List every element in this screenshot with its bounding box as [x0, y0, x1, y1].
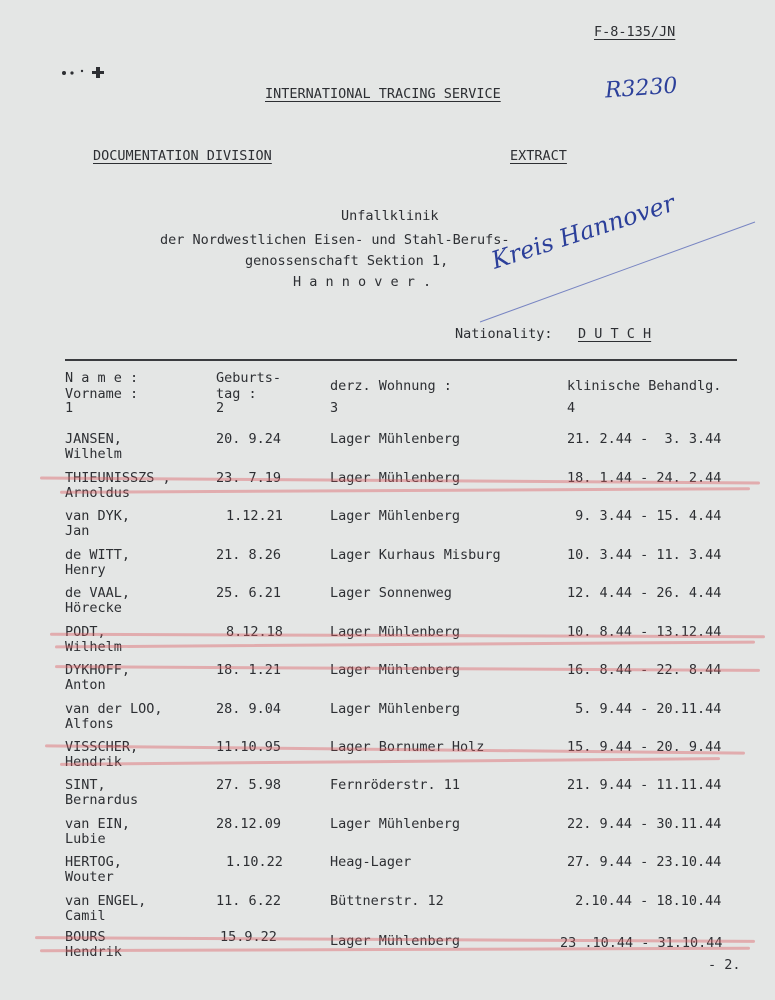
row-birthdate: 18. 1.21	[216, 662, 282, 678]
row-treatment: 10. 8.44 - 13.12.44	[567, 624, 722, 640]
row-firstname: Arnoldus	[65, 485, 131, 501]
row-surname: VISSCHER,	[65, 739, 139, 755]
row-birthdate: 28.12.09	[216, 816, 282, 832]
row-address: Lager Mühlenberg	[330, 701, 461, 717]
col-name-header-1: N a m e :	[65, 370, 139, 386]
row-birthdate: 20. 9.24	[216, 431, 282, 447]
institution-line-3: genossenschaft Sektion 1,	[245, 253, 449, 269]
table-row	[0, 508, 775, 544]
row-birthdate: 28. 9.04	[216, 701, 282, 717]
institution-line-1: Unfallklinik	[341, 208, 439, 224]
document-type: EXTRACT	[510, 148, 567, 164]
row-address: Lager Kurhaus Misburg	[330, 547, 501, 563]
col-address-number: 3	[330, 400, 339, 416]
row-treatment: 15. 9.44 - 20. 9.44	[567, 739, 722, 755]
division-label: DOCUMENTATION DIVISION	[93, 148, 272, 164]
row-address: Lager Mühlenberg	[330, 431, 461, 447]
row-treatment: 18. 1.44 - 24. 2.44	[567, 470, 722, 486]
row-treatment: 22. 9.44 - 30.11.44	[567, 816, 722, 832]
col-treatment-header: klinische Behandlg.	[567, 378, 722, 394]
table-row	[0, 854, 775, 890]
row-firstname: Bernardus	[65, 792, 139, 808]
col-address-header: derz. Wohnung :	[330, 378, 452, 394]
page-marker: - 2.	[708, 957, 741, 973]
row-surname: DYKHOFF,	[65, 662, 131, 678]
row-firstname: Lubie	[65, 831, 106, 847]
table-row	[0, 585, 775, 621]
row-treatment: 21. 9.44 - 11.11.44	[567, 777, 722, 793]
row-address: Heag-Lager	[330, 854, 412, 870]
row-firstname: Anton	[65, 677, 106, 693]
institution-line-4: H a n n o v e r .	[293, 274, 432, 290]
row-address: Lager Bornumer Holz	[330, 739, 485, 755]
reference-number: F-8-135/JN	[594, 24, 676, 40]
row-firstname: Jan	[65, 523, 90, 539]
ink-mark	[60, 64, 108, 78]
row-firstname: Camil	[65, 908, 106, 924]
row-firstname: Alfons	[65, 716, 114, 732]
row-birthdate: 8.12.18	[226, 624, 283, 640]
row-surname: de VAAL,	[65, 585, 131, 601]
row-birthdate: 27. 5.98	[216, 777, 282, 793]
row-surname: SINT,	[65, 777, 106, 793]
handwritten-reference: R3230	[604, 73, 679, 104]
row-address: Lager Mühlenberg	[330, 470, 461, 486]
row-address: Lager Mühlenberg	[330, 816, 461, 832]
row-treatment: 21. 2.44 - 3. 3.44	[567, 431, 722, 447]
row-firstname: Wilhelm	[65, 639, 122, 655]
row-surname: de WITT,	[65, 547, 131, 563]
row-firstname: Wilhelm	[65, 446, 122, 462]
row-treatment: 23 .10.44 - 31.10.44	[560, 935, 723, 951]
row-birthdate: 11.10.95	[216, 739, 282, 755]
row-treatment: 5. 9.44 - 20.11.44	[567, 701, 722, 717]
table-row	[0, 431, 775, 467]
row-surname: HERTOG,	[65, 854, 122, 870]
row-firstname: Hörecke	[65, 600, 122, 616]
col-birth-header-2: tag :	[216, 386, 257, 402]
row-surname: van ENGEL,	[65, 893, 147, 909]
row-birthdate: 11. 6.22	[216, 893, 282, 909]
row-address: Fernröderstr. 11	[330, 777, 461, 793]
table-row	[0, 547, 775, 583]
table-row	[0, 701, 775, 737]
row-surname: PODT,	[65, 624, 106, 640]
row-birthdate: 1.12.21	[226, 508, 283, 524]
nationality-label: Nationality:	[455, 326, 553, 342]
row-address: Lager Mühlenberg	[330, 624, 461, 640]
handwritten-note: Kreis Hannover	[488, 188, 679, 275]
row-surname: van EIN,	[65, 816, 131, 832]
row-address: Lager Mühlenberg	[330, 662, 461, 678]
row-treatment: 2.10.44 - 18.10.44	[567, 893, 722, 909]
row-treatment: 27. 9.44 - 23.10.44	[567, 854, 722, 870]
table-top-rule	[65, 359, 737, 361]
institution-line-2: der Nordwestlichen Eisen- und Stahl-Berufs-	[160, 232, 510, 248]
nationality-value: D U T C H	[578, 326, 652, 342]
col-name-number: 1	[65, 400, 74, 416]
row-firstname: Hendrik	[65, 944, 122, 960]
row-surname: JANSEN,	[65, 431, 122, 447]
row-address: Lager Mühlenberg	[330, 508, 461, 524]
table-row	[0, 816, 775, 852]
row-address: Lager Mühlenberg	[330, 933, 461, 949]
row-surname: van der LOO,	[65, 701, 163, 717]
row-firstname: Hendrik	[65, 754, 122, 770]
row-surname: THIEUNISSZS ,	[65, 470, 171, 486]
row-treatment: 16. 8.44 - 22. 8.44	[567, 662, 722, 678]
row-treatment: 10. 3.44 - 11. 3.44	[567, 547, 722, 563]
row-birthdate: 15.9.22	[220, 929, 277, 945]
row-birthdate: 25. 6.21	[216, 585, 282, 601]
row-surname: van DYK,	[65, 508, 131, 524]
col-birth-number: 2	[216, 400, 225, 416]
col-birth-header-1: Geburts-	[216, 370, 282, 386]
row-birthdate: 21. 8.26	[216, 547, 282, 563]
handwritten-underline	[470, 212, 770, 332]
col-treatment-number: 4	[567, 400, 576, 416]
row-treatment: 9. 3.44 - 15. 4.44	[567, 508, 722, 524]
row-birthdate: 23. 7.19	[216, 470, 282, 486]
table-row	[0, 777, 775, 813]
page-title: INTERNATIONAL TRACING SERVICE	[265, 86, 501, 102]
row-surname: BOURS	[65, 929, 106, 945]
col-name-header-2: Vorname :	[65, 386, 139, 402]
table-row	[0, 893, 775, 929]
row-address: Lager Sonnenweg	[330, 585, 452, 601]
row-treatment: 12. 4.44 - 26. 4.44	[567, 585, 722, 601]
row-address: Büttnerstr. 12	[330, 893, 444, 909]
row-birthdate: 1.10.22	[226, 854, 283, 870]
row-firstname: Henry	[65, 562, 106, 578]
row-firstname: Wouter	[65, 869, 114, 885]
